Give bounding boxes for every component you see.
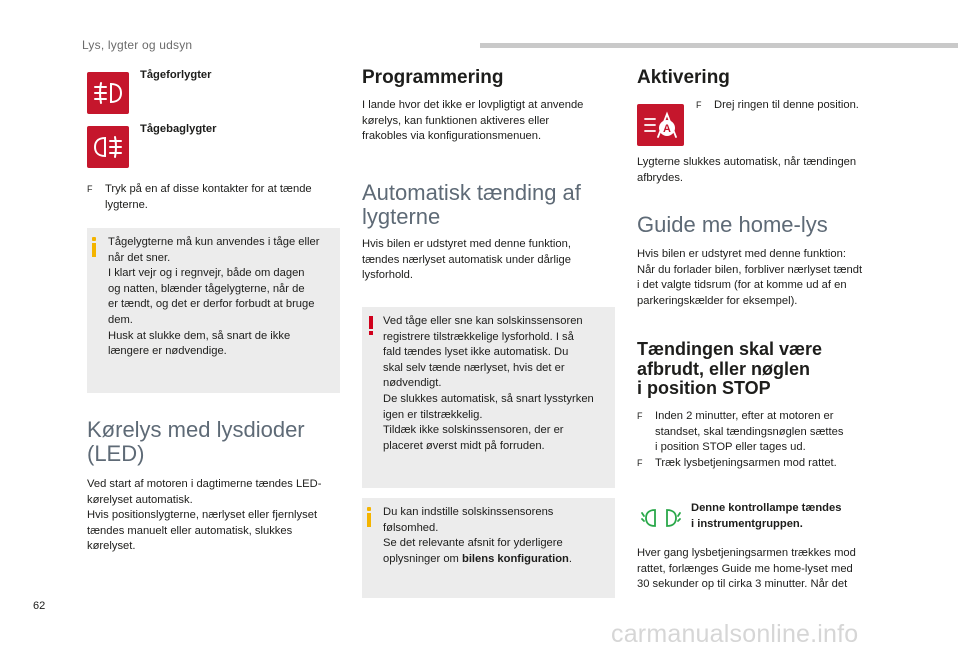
front-fog-lamp-icon [87, 72, 129, 114]
led-heading: Kørelys med lysdioder (LED) [87, 417, 305, 466]
page-number: 62 [33, 600, 46, 612]
rear-fog-lamp-label: Tågebaglygter [140, 123, 217, 135]
guide-me-home-body: Hvis bilen er udstyret med denne funktion: Når du forlader bilen, forbliver nærlyset tændt i det valgte tidsrum (for at komme ud af en parkeringskælder for eksempel). [637, 248, 863, 307]
sensor-warning-note: Ved tåge eller sne kan solskinssensoren registrere tilstrækkelige lysforhold. I så fald tændes lyset ikke automatisk. Du skal selv tænde nærlyset, hvis det er nødvendigt. De slukkes automatisk, så snart lysstyrken igen er tilstrækkelig. Tildæk ikke solskinssensoren, der er placeret øverst midt på forruden. [362, 307, 615, 488]
programming-heading: Programmering [362, 67, 504, 88]
activation-body: Lygterne slukkes automatisk, når tændingen afbrydes. [637, 156, 857, 184]
telltale-description: Denne kontrollampe tændes i instrumentgruppen. [691, 502, 842, 530]
bullet-marker: F [696, 100, 702, 110]
config-link-text: bilens konfiguration [461, 552, 569, 565]
svg-text:A: A [662, 123, 671, 135]
bullet-marker: F [637, 411, 643, 421]
auto-lighting-body: Hvis bilen er udstyret med denne funktion, tændes nærlyset automatisk under dårlige lysforhold. [362, 238, 571, 282]
programming-body: I lande hvor det ikke er lovpligtigt at anvende kørelys, kan funktionen aktiveres eller frakobles via konfigurationsmenuen. [362, 99, 584, 143]
bullet-marker: F [637, 458, 643, 468]
fog-lamp-instruction: F Tryk på en af disse kontakter for at tænde lygterne. [87, 183, 312, 211]
guide-me-home-extension-body: Hver gang lysbetjeningsarmen trækkes mod rattet, forlænges Guide me home-lyset med 30 sekunder op til cirka 3 minutter. Når det [637, 547, 856, 591]
watermark: carmanualsonline.info [611, 620, 859, 648]
info-icon [92, 237, 100, 257]
activation-heading: Aktivering [637, 67, 730, 88]
guide-me-home-heading: Guide me home-lys [637, 212, 828, 237]
warning-icon [369, 316, 373, 335]
ignition-instruction-1: F Inden 2 minutter, efter at motoren er standset, skal tændingsnøglen sættes i position STOP eller tages ud. [637, 410, 844, 454]
fog-lamp-info-note: Tågelygterne må kun anvendes i tåge eller når det sner. I klart vejr og i regnvejr, både om dagen og natten, blænder tågelygterne, når de er tændt, og det er derfor forbudt at bruge dem. Husk at slukke dem, så snart de ikke længere er nødvendige. [87, 228, 340, 393]
dipped-beam-telltale-icon [640, 506, 682, 530]
sensor-info-note: Du kan indstille solskinssensorens følsomhed. Se det relevante afsnit for yderligere oplysninger om bilens konfiguration. [362, 498, 615, 598]
ignition-off-heading: Tændingen skal være afbrudt, eller nøglen i position STOP [637, 339, 823, 398]
rear-fog-lamp-icon [87, 126, 129, 168]
header-rule [480, 43, 958, 48]
activation-instruction: F Drej ringen til denne position. [696, 98, 916, 114]
bullet-marker: F [87, 184, 93, 194]
auto-headlamp-icon [637, 104, 684, 146]
led-body: Ved start af motoren i dagtimerne tændes LED- kørelyset automatisk. Hvis positionslygterne, nærlyset eller fjernlyset tændes manuelt eller automatisk, slukkes kørelyset. [87, 478, 322, 553]
auto-lighting-heading: Automatisk tænding af lygterne [362, 180, 581, 229]
front-fog-lamp-label: Tågeforlygter [140, 69, 212, 81]
ignition-instruction-2: F Træk lysbetjeningsarmen mod rattet. [637, 456, 897, 472]
section-title: Lys, lygter og udsyn [82, 38, 193, 52]
info-icon [367, 507, 375, 527]
